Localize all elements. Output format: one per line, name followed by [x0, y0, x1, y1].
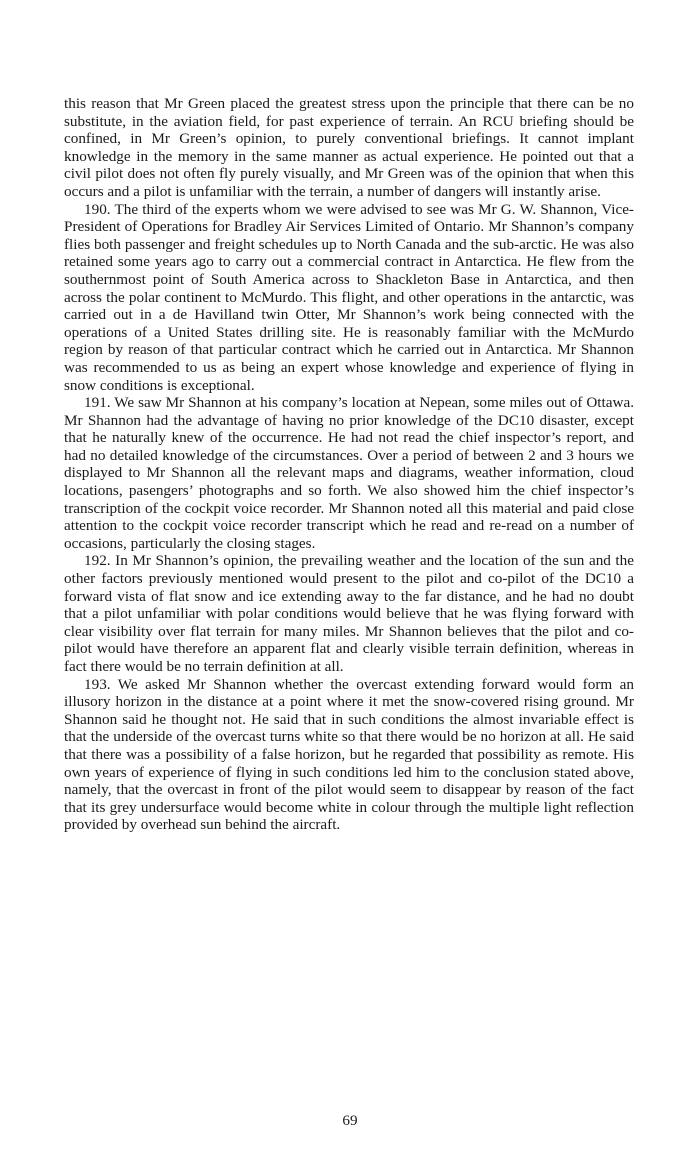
paragraph-continued: this reason that Mr Green placed the greatest stress upon the principle that there can be no substitute, in the aviation field, for past experience of terrain. An RCU briefing should be confined, in Mr Green’s opinion, to purely conventional briefings. It cannot implant knowledge in the memory in the same manner as actual experience. He pointed out that a civil pilot does not often fly purely visually, and Mr Green was of the opinion that when this occurs and a pilot is unfamiliar with the terrain, a number of dangers will instantly arise.	[64, 95, 634, 200]
paragraph-193: 193. We asked Mr Shannon whether the overcast extending forward would form an illusory horizon in the distance at a point where it met the snow-covered rising ground. Mr Shannon said he thought not. He said that in such conditions the almost invariable effect is that the underside of the overcast turns white so that there would be no horizon at all. He said that there was a possibility of a false horizon, but he regarded that possibility as remote. His own years of experience of flying in such conditions led him to the conclusion stated above, namely, that the overcast in front of the pilot would seem to disappear by reason of the fact that its grey undersurface would become white in colour through the multiple light reflection provided by overhead sun behind the aircraft.	[64, 675, 634, 834]
paragraph-192: 192. In Mr Shannon’s opinion, the prevailing weather and the location of the sun and the other factors previously mentioned would present to the pilot and co-pilot of the DC10 a forward vista of flat snow and ice extending away to the far distance, and he had no doubt that a pilot unfamiliar with polar conditions would believe that he was flying forward with clear visibility over flat terrain for many miles. Mr Shannon believes that the pilot and co-pilot would have therefore an apparent flat and clearly visible terrain definition, whereas in fact there would be no terrain definition at all.	[64, 552, 634, 675]
document-body	[64, 95, 634, 834]
paragraph-191: 191. We saw Mr Shannon at his company’s location at Nepean, some miles out of Ottawa. Mr Shannon had the advantage of having no prior knowledge of the DC10 disaster, except that he naturally knew of the occurrence. He had not read the chief inspector’s report, and had no detailed knowledge of the circumstances. Over a period of between 2 and 3 hours we displayed to Mr Shannon all the relevant maps and diagrams, weather information, cloud locations, pasengers’ photographs and so forth. We also showed him the chief inspector’s transcription of the cockpit voice recorder. Mr Shannon noted all this material and paid close attention to the cockpit voice recorder transcript which he read and re-read on a number of occasions, particularly the closing stages.	[64, 394, 634, 552]
page-number: 69	[342, 1112, 358, 1129]
paragraph-190: 190. The third of the experts whom we were advised to see was Mr G. W. Shannon, Vice-President of Operations for Bradley Air Services Limited of Ontario. Mr Shannon’s company flies both passenger and freight schedules up to North Canada and the sub-arctic. He was also retained some years ago to carry out a commercial contract in Antarctica. He flew from the southernmost point of South America across to Shackleton Base in Antarctica, and then across the polar continent to McMurdo. This flight, and other operations in the antarctic, was carried out in a de Havilland twin Otter, Mr Shannon’s work being connected with the operations of a United States drilling site. He is reasonably familiar with the McMurdo region by reason of that particular contract which he carried out in Antarctica. Mr Shannon was recommended to us as being an expert whose knowledge and experience of flying in snow conditions is exceptional.	[64, 200, 634, 394]
